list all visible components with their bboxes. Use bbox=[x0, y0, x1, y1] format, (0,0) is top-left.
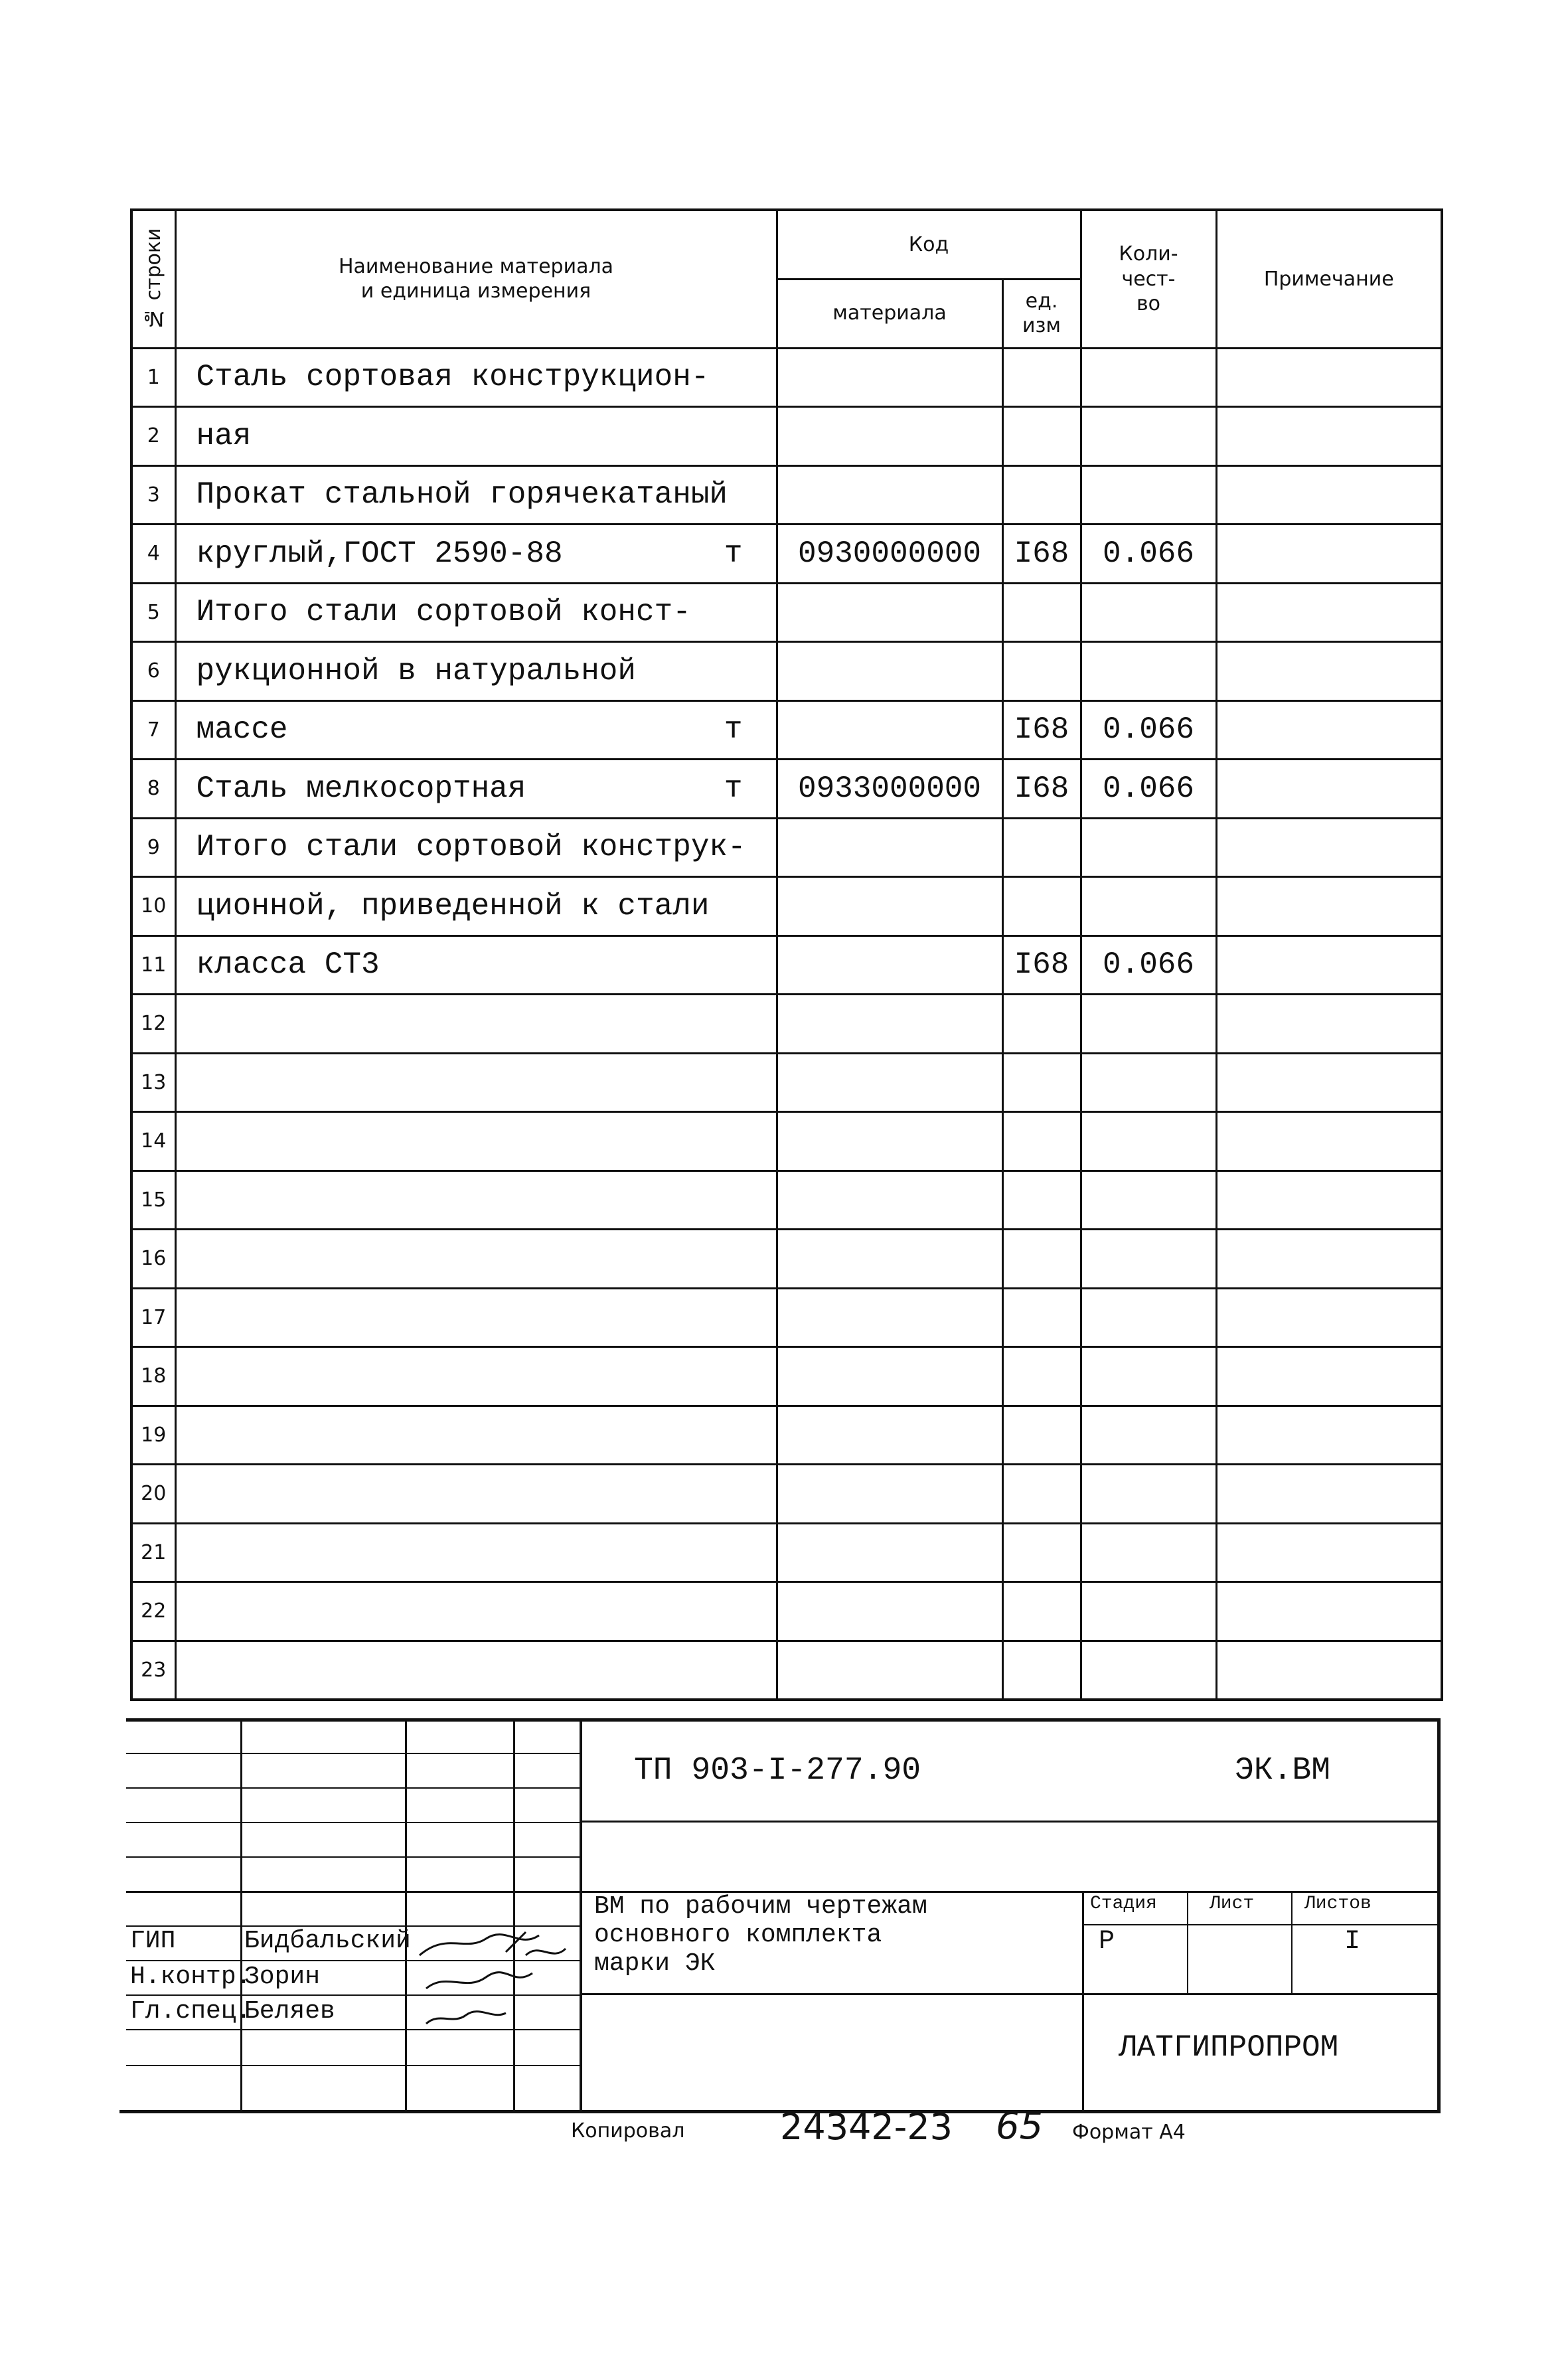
unit-code bbox=[1002, 1465, 1081, 1524]
table-row bbox=[131, 1288, 1442, 1347]
page-number: 65 bbox=[996, 2105, 1044, 2148]
row-number: 21 bbox=[131, 1523, 175, 1582]
material-code bbox=[777, 1465, 1002, 1524]
unit-code bbox=[1002, 1406, 1081, 1465]
material-name bbox=[175, 348, 777, 407]
quantity bbox=[1081, 1171, 1216, 1230]
material-name bbox=[175, 1112, 777, 1171]
quantity bbox=[1081, 642, 1216, 701]
material-code bbox=[777, 1230, 1002, 1289]
sheets-value: I bbox=[1344, 1927, 1361, 1957]
material-code bbox=[777, 877, 1002, 936]
table-row bbox=[131, 1171, 1442, 1230]
material-name-text: класса СТ3 bbox=[196, 947, 380, 983]
material-code bbox=[777, 465, 1002, 525]
row-number: 2 bbox=[131, 407, 175, 466]
row-number: 19 bbox=[131, 1406, 175, 1465]
note bbox=[1216, 935, 1442, 995]
material-name-text: круглый,ГОСТ 2590-88 bbox=[196, 536, 563, 571]
material-code bbox=[777, 642, 1002, 701]
note bbox=[1216, 1171, 1442, 1230]
sheet-label: Лист bbox=[1210, 1894, 1255, 1914]
table-row bbox=[131, 818, 1442, 877]
unit-code bbox=[1002, 1582, 1081, 1641]
row-number: 5 bbox=[131, 583, 175, 642]
quantity bbox=[1081, 1288, 1216, 1347]
table-row bbox=[131, 348, 1442, 407]
material-code bbox=[777, 995, 1002, 1054]
unit-of-measure: т bbox=[724, 771, 743, 806]
material-name-text: ная bbox=[196, 418, 252, 453]
row-number: 1 bbox=[131, 348, 175, 407]
note bbox=[1216, 1582, 1442, 1641]
header-row-no: № строки bbox=[131, 210, 175, 348]
material-code bbox=[777, 407, 1002, 466]
row-number: 3 bbox=[131, 465, 175, 525]
person-name: Беляев bbox=[244, 1997, 335, 2026]
material-name-text: Прокат стальной горячекатаный bbox=[196, 477, 728, 513]
quantity bbox=[1081, 1053, 1216, 1112]
header-note: Примечание bbox=[1216, 210, 1442, 348]
table-row bbox=[131, 1347, 1442, 1406]
unit-code bbox=[1002, 583, 1081, 642]
note bbox=[1216, 465, 1442, 525]
row-number: 23 bbox=[131, 1641, 175, 1700]
document-designation: ТП 903-I-277.90 bbox=[634, 1753, 921, 1789]
material-name bbox=[175, 877, 777, 936]
quantity bbox=[1081, 1230, 1216, 1289]
material-name-text: Итого стали сортовой конст- bbox=[196, 595, 691, 630]
document-title-line2: основного комплекта bbox=[594, 1921, 882, 1949]
material-name bbox=[175, 465, 777, 525]
note bbox=[1216, 877, 1442, 936]
material-name-text: Сталь сортовая конструкцион- bbox=[196, 360, 710, 395]
note bbox=[1216, 1465, 1442, 1524]
row-number: 8 bbox=[131, 760, 175, 819]
material-name bbox=[175, 1465, 777, 1524]
row-number: 12 bbox=[131, 995, 175, 1054]
note bbox=[1216, 1053, 1442, 1112]
material-name bbox=[175, 1347, 777, 1406]
unit-code bbox=[1002, 407, 1081, 466]
note bbox=[1216, 995, 1442, 1054]
quantity bbox=[1081, 348, 1216, 407]
note bbox=[1216, 525, 1442, 584]
material-code bbox=[777, 1406, 1002, 1465]
material-name bbox=[175, 525, 777, 584]
table-row bbox=[131, 642, 1442, 701]
header-quantity: Коли- чест- во bbox=[1081, 210, 1216, 348]
quantity bbox=[1081, 1523, 1216, 1582]
unit-code bbox=[1002, 818, 1081, 877]
unit-code bbox=[1002, 348, 1081, 407]
header-code-unit: ед. изм bbox=[1002, 279, 1081, 348]
unit-code bbox=[1002, 465, 1081, 525]
material-name-text: рукционной в натуральной bbox=[196, 653, 637, 689]
material-name bbox=[175, 1230, 777, 1289]
material-name bbox=[175, 760, 777, 819]
material-name-text: Сталь мелкосортная bbox=[196, 771, 526, 806]
note bbox=[1216, 1347, 1442, 1406]
table-row bbox=[131, 1230, 1442, 1289]
material-code bbox=[777, 1053, 1002, 1112]
note bbox=[1216, 818, 1442, 877]
row-number: 18 bbox=[131, 1347, 175, 1406]
person-name: Зорин bbox=[244, 1963, 321, 1991]
unit-code bbox=[1002, 642, 1081, 701]
material-code bbox=[777, 583, 1002, 642]
row-number: 15 bbox=[131, 1171, 175, 1230]
table-row bbox=[131, 583, 1442, 642]
table-body bbox=[131, 348, 1442, 1700]
table-row bbox=[131, 700, 1442, 760]
quantity: 0.066 bbox=[1081, 525, 1216, 584]
table-row bbox=[131, 1523, 1442, 1582]
inventory-number: 24342-23 bbox=[780, 2106, 953, 2148]
row-number: 20 bbox=[131, 1465, 175, 1524]
material-name bbox=[175, 818, 777, 877]
sheets-label: Листов bbox=[1304, 1894, 1372, 1914]
unit-code bbox=[1002, 995, 1081, 1054]
stage-value: Р bbox=[1099, 1927, 1115, 1957]
material-name bbox=[175, 995, 777, 1054]
unit-code bbox=[1002, 1053, 1081, 1112]
table-row bbox=[131, 935, 1442, 995]
material-code: 0933000000 bbox=[777, 760, 1002, 819]
note bbox=[1216, 760, 1442, 819]
material-name bbox=[175, 1582, 777, 1641]
material-name bbox=[175, 1288, 777, 1347]
note bbox=[1216, 1523, 1442, 1582]
material-name bbox=[175, 583, 777, 642]
unit-code bbox=[1002, 1171, 1081, 1230]
format-label: Формат А4 bbox=[1072, 2121, 1186, 2144]
unit-of-measure: т bbox=[724, 712, 743, 748]
note bbox=[1216, 642, 1442, 701]
note bbox=[1216, 700, 1442, 760]
copied-label: Копировал bbox=[571, 2119, 685, 2143]
row-number: 14 bbox=[131, 1112, 175, 1171]
row-number: 6 bbox=[131, 642, 175, 701]
material-code bbox=[777, 1641, 1002, 1700]
header-material-name: Наименование материала и единица измерения bbox=[175, 210, 777, 348]
table-row bbox=[131, 465, 1442, 525]
material-code bbox=[777, 700, 1002, 760]
material-name bbox=[175, 1171, 777, 1230]
row-number: 10 bbox=[131, 877, 175, 936]
note bbox=[1216, 1641, 1442, 1700]
material-name bbox=[175, 700, 777, 760]
material-code bbox=[777, 1288, 1002, 1347]
material-code: 0930000000 bbox=[777, 525, 1002, 584]
material-name bbox=[175, 935, 777, 995]
quantity bbox=[1081, 1347, 1216, 1406]
unit-of-measure: т bbox=[724, 536, 743, 571]
table-row bbox=[131, 1053, 1442, 1112]
material-name-text: ционной, приведенной к стали bbox=[196, 888, 710, 924]
table-row bbox=[131, 877, 1442, 936]
row-number: 4 bbox=[131, 525, 175, 584]
person-name: Бидбальский bbox=[244, 1927, 411, 1955]
note bbox=[1216, 1230, 1442, 1289]
material-code bbox=[777, 1171, 1002, 1230]
material-name bbox=[175, 1641, 777, 1700]
material-code bbox=[777, 935, 1002, 995]
person-role: Гл.спец. bbox=[130, 1997, 252, 2026]
note bbox=[1216, 1406, 1442, 1465]
row-number: 9 bbox=[131, 818, 175, 877]
row-number: 7 bbox=[131, 700, 175, 760]
table-row bbox=[131, 1112, 1442, 1171]
material-name-text: Итого стали сортовой конструк- bbox=[196, 830, 746, 865]
materials-table bbox=[130, 208, 1443, 1701]
quantity bbox=[1081, 1582, 1216, 1641]
row-number: 22 bbox=[131, 1582, 175, 1641]
material-code bbox=[777, 348, 1002, 407]
unit-code bbox=[1002, 1347, 1081, 1406]
note bbox=[1216, 583, 1442, 642]
note bbox=[1216, 407, 1442, 466]
table-row bbox=[131, 1406, 1442, 1465]
unit-code: I68 bbox=[1002, 700, 1081, 760]
header-code-material: материала bbox=[777, 279, 1002, 348]
quantity bbox=[1081, 818, 1216, 877]
unit-code bbox=[1002, 1523, 1081, 1582]
unit-code bbox=[1002, 1112, 1081, 1171]
row-number: 11 bbox=[131, 935, 175, 995]
quantity bbox=[1081, 1641, 1216, 1700]
quantity: 0.066 bbox=[1081, 935, 1216, 995]
stage-label: Стадия bbox=[1090, 1894, 1157, 1914]
material-name bbox=[175, 1406, 777, 1465]
person-role: ГИП bbox=[130, 1927, 176, 1955]
quantity bbox=[1081, 1112, 1216, 1171]
quantity bbox=[1081, 465, 1216, 525]
material-name bbox=[175, 1053, 777, 1112]
organization-name: ЛАТГИПРОПРОМ bbox=[1119, 2030, 1339, 2065]
quantity bbox=[1081, 407, 1216, 466]
table-row bbox=[131, 1641, 1442, 1700]
unit-code bbox=[1002, 877, 1081, 936]
quantity bbox=[1081, 995, 1216, 1054]
unit-code bbox=[1002, 1230, 1081, 1289]
quantity bbox=[1081, 1465, 1216, 1524]
unit-code: I68 bbox=[1002, 760, 1081, 819]
note bbox=[1216, 1288, 1442, 1347]
note bbox=[1216, 348, 1442, 407]
signatures bbox=[406, 1925, 579, 2032]
material-name-text: массе bbox=[196, 712, 288, 748]
material-code bbox=[777, 818, 1002, 877]
row-number: 17 bbox=[131, 1288, 175, 1347]
table-row bbox=[131, 1582, 1442, 1641]
quantity: 0.066 bbox=[1081, 700, 1216, 760]
quantity bbox=[1081, 1406, 1216, 1465]
material-name bbox=[175, 1523, 777, 1582]
unit-code bbox=[1002, 1641, 1081, 1700]
quantity bbox=[1081, 877, 1216, 936]
table-row bbox=[131, 760, 1442, 819]
person-role: Н.контр. bbox=[130, 1963, 252, 1991]
unit-code: I68 bbox=[1002, 525, 1081, 584]
header-code: Код bbox=[777, 210, 1081, 279]
document-title-line1: ВМ по рабочим чертежам bbox=[594, 1892, 927, 1921]
material-code bbox=[777, 1582, 1002, 1641]
material-code bbox=[777, 1347, 1002, 1406]
table-row bbox=[131, 995, 1442, 1054]
quantity: 0.066 bbox=[1081, 760, 1216, 819]
material-code bbox=[777, 1523, 1002, 1582]
material-code bbox=[777, 1112, 1002, 1171]
row-number: 13 bbox=[131, 1053, 175, 1112]
document-title-line3: марки ЭК bbox=[594, 1949, 716, 1978]
table-row bbox=[131, 525, 1442, 584]
table-row bbox=[131, 407, 1442, 466]
material-name bbox=[175, 642, 777, 701]
unit-code bbox=[1002, 1288, 1081, 1347]
document-mark: ЭК.ВМ bbox=[1235, 1753, 1331, 1789]
unit-code: I68 bbox=[1002, 935, 1081, 995]
row-number: 16 bbox=[131, 1230, 175, 1289]
table-row bbox=[131, 1465, 1442, 1524]
material-name bbox=[175, 407, 777, 466]
quantity bbox=[1081, 583, 1216, 642]
note bbox=[1216, 1112, 1442, 1171]
